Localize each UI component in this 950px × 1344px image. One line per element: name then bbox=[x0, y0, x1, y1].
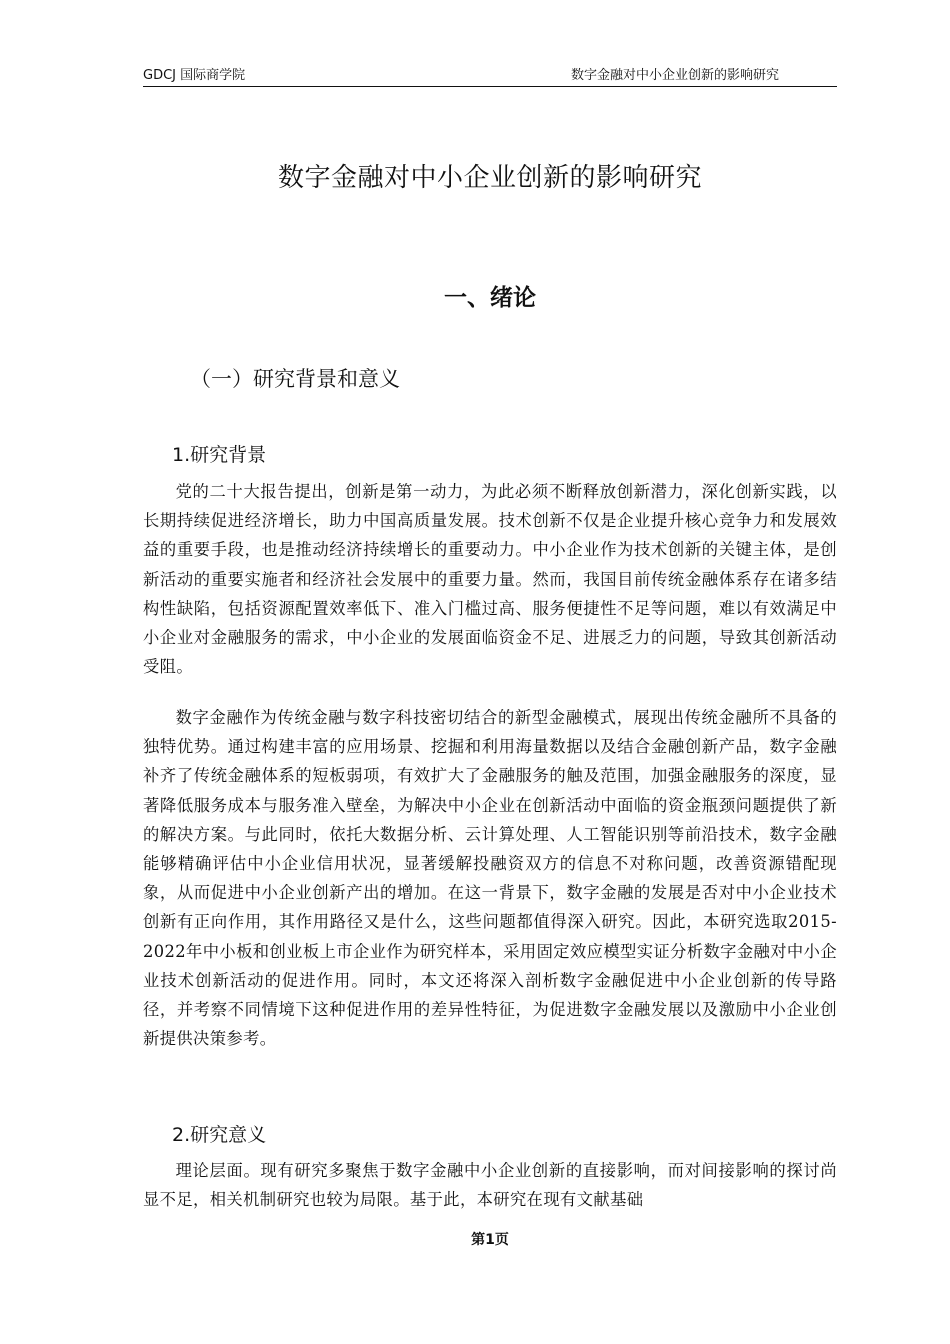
body-paragraph: 数字金融作为传统金融与数字科技密切结合的新型金融模式，展现出传统金融所不具备的独特优势。通过构建丰富的应用场景、挖掘和利用海量数据以及结合金融创新产品，数字金融补齐了传统金融体系的短板弱项，有效扩大了金融服务的触及范围，加强金融服务的深度，显著降低服务成本与服务准入壁垒，为解决中小企业在创新活动中面临的资金瓶颈问题提供了新的解决方案。与此同时，依托大数据分析、云计算处理、人工智能识别等前沿技术，数字金融能够精确评估中小企业信用状况，显著缓解投融资双方的信息不对称问题，改善资源错配现象，从而促进中小企业创新产出的增加。在这一背景下，数字金融的发展是否对中小企业技术创新有正向作用，其作用路径又是什么，这些问题都值得深入研究。因此，本研究选取2015-2022年中小板和创业板上市企业作为研究样本，采用固定效应模型实证分析数字金融对中小企业技术创新活动的促进作用。同时，本文还将深入剖析数字金融促进中小企业创新的传导路径，并考察不同情境下这种促进作用的差异性特征，为促进数字金融发展以及激励中小企业创新提供决策参考。 bbox=[143, 708, 837, 1049]
subsection-title-significance: 2.研究意义 bbox=[172, 1124, 267, 1146]
section-title: （一）研究背景和意义 bbox=[190, 367, 400, 391]
header-institution: GDCJ 国际商学院 bbox=[143, 68, 246, 83]
chapter-title: 一、绪论 bbox=[444, 285, 536, 311]
body-paragraph: 理论层面。现有研究多聚焦于数字金融中小企业创新的直接影响，而对间接影响的探讨尚显不足，相关机制研究也较为局限。基于此，本研究在现有文献基础 bbox=[143, 1161, 837, 1210]
document-title: 数字金融对中小企业创新的影响研究 bbox=[277, 163, 702, 193]
page-header bbox=[143, 66, 837, 87]
subsection-title-background: 1.研究背景 bbox=[172, 444, 267, 466]
body-paragraph: 党的二十大报告提出，创新是第一动力，为此必须不断释放创新潜力，深化创新实践，以长期持续促进经济增长，助力中国高质量发展。技术创新不仅是企业提升核心竞争力和发展效益的重要手段，也是推动经济持续增长的重要动力。中小企业作为技术创新的关键主体，是创新活动的重要实施者和经济社会发展中的重要力量。然而，我国目前传统金融体系存在诸多结构性缺陷，包括资源配置效率低下、准入门槛过高、服务便捷性不足等问题，难以有效满足中小企业对金融服务的需求，中小企业的发展面临资金不足、进展乏力的问题，导致其创新活动受阻。 bbox=[143, 482, 837, 677]
header-running-title: 数字金融对中小企业创新的影响研究 bbox=[570, 68, 779, 83]
page-number: 第1页 bbox=[471, 1232, 509, 1248]
